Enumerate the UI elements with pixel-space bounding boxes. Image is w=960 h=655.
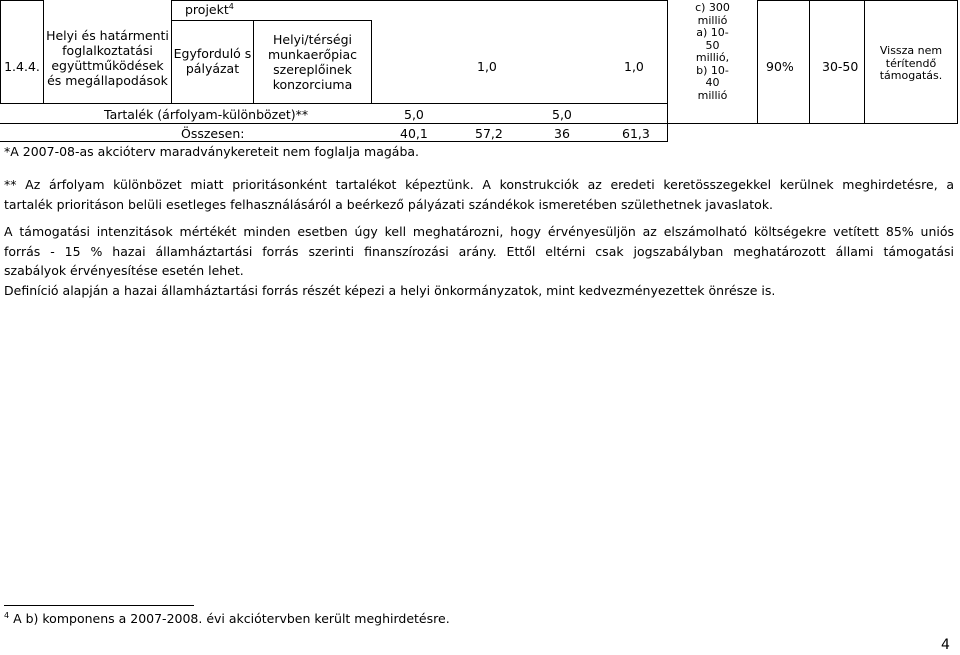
footnote-ref: 4 <box>228 1 234 11</box>
total-1: 40,1 <box>400 126 428 141</box>
footnote <box>4 611 450 626</box>
total-label: Összesen: <box>181 126 245 141</box>
footnote-text: A b) komponens a 2007-2008. évi akciótervben került meghirdetésre. <box>13 611 450 626</box>
paragraph-line: A támogatási intenzitások mértékét minden esetben úgy kell meghatározni, hogy érvényesüljön az elszámolható költségekre vetített 85% uniós <box>4 224 954 239</box>
reserve-1: 5,0 <box>404 107 424 122</box>
reserve-label: Tartalék (árfolyam-különbözet)** <box>104 107 309 122</box>
support-form: Vissza nem térítendő támogatás. <box>879 44 943 83</box>
header-projekt: projekt$^4$ <box>185 1 234 17</box>
beneficiary: Helyi/térségi munkaerőpiac szereplőinek konzorciuma <box>267 32 358 92</box>
page-number: 4 <box>941 637 950 653</box>
value-1: 1,0 <box>477 59 497 74</box>
paragraph-line: ** Az árfolyam különbözet miatt prioritásonként tartalékot képeztünk. A konstrukciók az eredeti keretösszegekkel kerülnek meghirdetésre, a <box>4 177 954 192</box>
footnote-number: 4 <box>4 610 10 620</box>
amount-range: 30-50 <box>822 59 859 74</box>
paragraph-intensity <box>4 222 954 300</box>
row-id: 1.4.4. <box>4 58 40 74</box>
paragraph-reserve <box>4 175 954 214</box>
star-note: *A 2007-08-as akcióterv maradványkereteit nem foglalja magába. <box>4 144 420 159</box>
total-4: 61,3 <box>622 126 650 141</box>
total-3: 36 <box>554 126 570 141</box>
call-type: Egyforduló s pályázat <box>173 46 252 76</box>
paragraph-line: forrás - 15 % hazai államháztartási forrás szerinti finanszírozási arány. Ettől eltérni csak jogszabályban meghatározott állami támogatási <box>4 243 954 259</box>
paragraph-line: szabályok érvényesítése esetén lehet. <box>4 263 244 278</box>
footnote-divider <box>4 605 194 606</box>
intensity: 90% <box>766 59 794 74</box>
value-2: 1,0 <box>624 59 644 74</box>
paragraph-line: tartalék prioritáson belüli esetleges felhasználásáról a beérkező pályázati szándékok ismeretében születhetnek javaslatok. <box>4 196 774 212</box>
total-2: 57,2 <box>475 126 503 141</box>
project-size: c) 300 millió a) 10-50 millió, b) 10-40 millió <box>695 1 730 102</box>
paragraph-line: Definíció alapján a hazai államháztartási forrás részét képezi a helyi önkormányzatok, mint kedvezményezettek önrésze is. <box>4 282 776 298</box>
reserve-2: 5,0 <box>552 107 572 122</box>
row-title: Helyi és határmenti foglalkoztatási együttműködések és megállapodások <box>46 28 169 88</box>
